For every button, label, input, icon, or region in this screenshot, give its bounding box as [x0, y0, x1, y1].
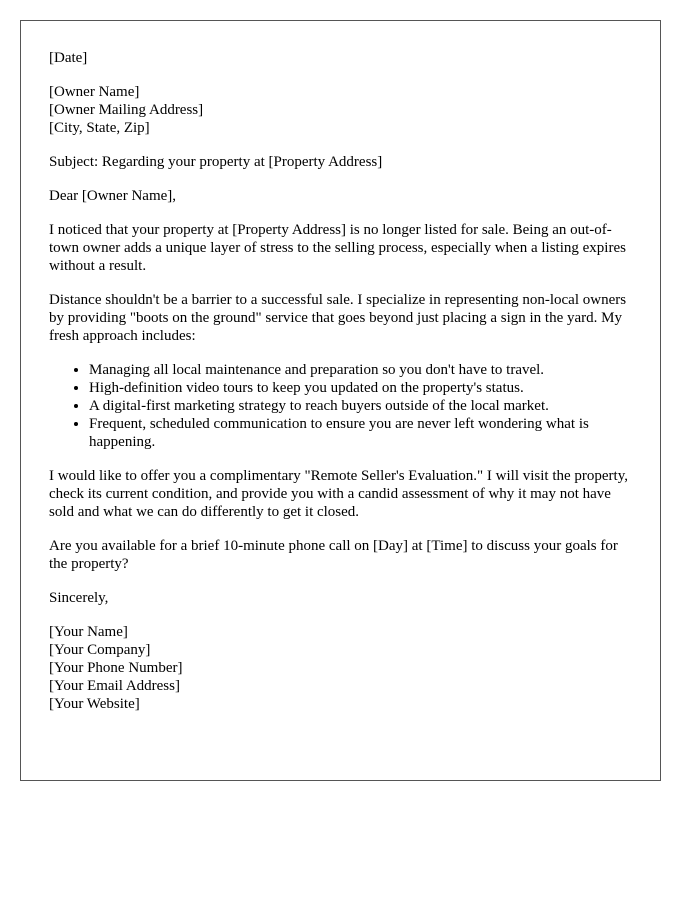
call-paragraph: Are you available for a brief 10-minute phone call on [Day] at [Time] to discuss your goals for the property? [49, 538, 618, 572]
signature-phone: [Your Phone Number] [49, 660, 183, 676]
letter-subject: Subject: Regarding your property at [Property Address] [49, 154, 383, 170]
recipient-city-state-zip: [City, State, Zip] [49, 120, 150, 136]
intro-paragraph: I noticed that your property at [Property Address] is no longer listed for sale. Being an out-of-town owner adds a unique layer of stress to the selling process, especially when a listing expires without a result. [49, 222, 626, 274]
approach-list [49, 361, 632, 451]
list-item: • Managing all local maintenance and preparation so you don't have to travel. [89, 361, 632, 379]
recipient-name: [Owner Name] [49, 84, 140, 100]
signature-company: [Your Company] [49, 642, 151, 658]
signature-website: [Your Website] [49, 696, 140, 712]
list-item: • A digital-first marketing strategy to reach buyers outside of the local market. [89, 397, 632, 415]
recipient-address-block [49, 83, 632, 137]
recipient-mailing-address: [Owner Mailing Address] [49, 102, 204, 118]
letter-closing: Sincerely, [49, 590, 109, 606]
letter-page [20, 20, 661, 781]
letter-date: [Date] [49, 50, 88, 66]
signature-email: [Your Email Address] [49, 678, 180, 694]
approach-paragraph: Distance shouldn't be a barrier to a successful sale. I specialize in representing non-local owners by providing "boots on the ground" service that goes beyond just placing a sign in the yard. My fresh approach includes: [49, 292, 627, 344]
signature-block [49, 623, 632, 713]
list-item: • High-definition video tours to keep you updated on the property's status. [89, 379, 632, 397]
signature-name: [Your Name] [49, 624, 128, 640]
offer-paragraph: I would like to offer you a complimentary "Remote Seller's Evaluation." I will visit the property, check its current condition, and provide you with a candid assessment of why it may not have sold and what we can do differently to get it closed. [49, 468, 628, 520]
letter-salutation: Dear [Owner Name], [49, 188, 177, 204]
list-item: • Frequent, scheduled communication to ensure you are never left wondering what is happening. [89, 415, 632, 451]
